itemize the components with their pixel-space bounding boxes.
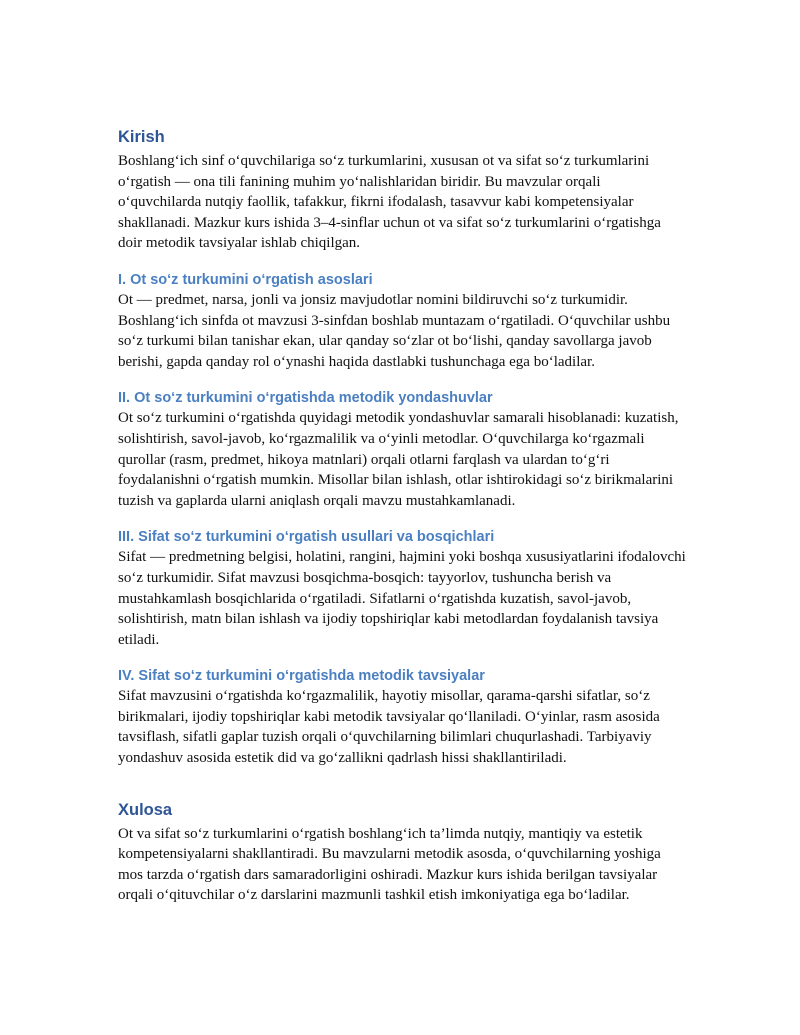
intro-heading: Kirish (118, 128, 165, 146)
intro-paragraph: Boshlang‘ich sinf o‘quvchilariga so‘z turkumlarini, xususan ot va sifat so‘z turkumlarini o‘rgatish — ona tili fanining muhim yo‘nalishlaridan biridir. Bu mavzular orqali o‘quvchilarda nutqiy faollik, tafakkur, fikrni ifodalash, tasavvur kabi kompetensiyalar shakllanadi. Mazkur kurs ishida 3–4-sinflar uchun ot va sifat so‘z turkumlarini o‘rgatishga doir metodik tavsiyalar ishlab chiqilgan. (118, 153, 661, 252)
document-page (118, 126, 686, 906)
section-2-paragraph: Ot so‘z turkumini o‘rgatishda quyidagi metodik yondashuvlar samarali hisoblanadi: kuzatish, solishtirish, savol-javob, ko‘rgazmalilik va o‘yinli metodlar. O‘quvchilarga ko‘rgazmali qurollar (rasm, predmet, hikoya matnlari) orqali otlarni farqlash va ulardan to‘g‘ri foydalanishni o‘rgatish mumkin. Misollar bilan ishlash, otlar ishtirokidagi so‘z birikmalarini tuzish va gaplarda ularni aniqlash orqali mavzu mustahkamlanadi. (118, 410, 679, 509)
section-2 (118, 388, 686, 511)
section-3-heading: III. Sifat so‘z turkumini o‘rgatish usullari va bosqichlari (118, 529, 495, 546)
conclusion-paragraph: Ot va sifat so‘z turkumlarini o‘rgatish boshlang‘ich ta’limda nutqiy, mantiqiy va estetik kompetensiyalarni shakllantiradi. Bu mavzularni metodik asosda, o‘quvchilarning yoshiga mos tarzda o‘rgatish dars samaradorligini oshiradi. Mazkur kurs ishida berilgan tavsiyalar orqali o‘qituvchilar o‘z darslarini mazmunli tashkil etish imkoniyatiga ega bo‘ladilar. (118, 825, 661, 904)
section-1 (118, 270, 686, 372)
section-4-heading: IV. Sifat so‘z turkumini o‘rgatishda metodik tavsiyalar (118, 668, 485, 685)
section-3 (118, 527, 686, 650)
section-4 (118, 666, 686, 768)
intro-section (118, 126, 686, 254)
section-3-paragraph: Sifat — predmetning belgisi, holatini, rangini, hajmini yoki boshqa xususiyatlarini ifodalovchi so‘z turkumidir. Sifat mavzusi bosqichma-bosqich: tayyorlov, tushuncha berish va mustahkamlash bosqichlarida o‘rgatiladi. Sifatlarni o‘rgatishda kuzatish, savol-javob, solishtirish, matn bilan ishlash va ijodiy topshiriqlar kabi metodlardan foydalanish tavsiya etiladi. (118, 549, 686, 648)
section-2-heading: II. Ot so‘z turkumini o‘rgatishda metodik yondashuvlar (118, 390, 493, 407)
conclusion-section (118, 799, 686, 906)
section-1-heading: I. Ot so‘z turkumini o‘rgatish asoslari (118, 271, 373, 288)
conclusion-heading: Xulosa (118, 800, 173, 819)
section-4-paragraph: Sifat mavzusini o‘rgatishda ko‘rgazmalilik, hayotiy misollar, qarama-qarshi sifatlar, so‘z birikmalari, ijodiy topshiriqlar kabi metodik tavsiyalar qo‘llaniladi. O‘yinlar, rasm asosida tavsiflash, sifatli gaplar tuzish orqali o‘quvchilarning bilimlari chuqurlashadi. Tarbiyaviy yondashuv asosida estetik did va go‘zallikni qadrlash hissi shakllantiriladi. (118, 688, 660, 767)
section-1-paragraph: Ot — predmet, narsa, jonli va jonsiz mavjudotlar nomini bildiruvchi so‘z turkumidir. Boshlang‘ich sinfda ot mavzusi 3-sinfdan boshlab muntazam o‘rgatiladi. O‘quvchilar ushbu so‘z turkumi bilan tanishar ekan, ular qanday so‘zlar ot bo‘lishi, qanday savollarga javob berishi, gapda qanday rol o‘ynashi haqida dastlabki tushunchaga ega bo‘ladilar. (118, 291, 671, 370)
